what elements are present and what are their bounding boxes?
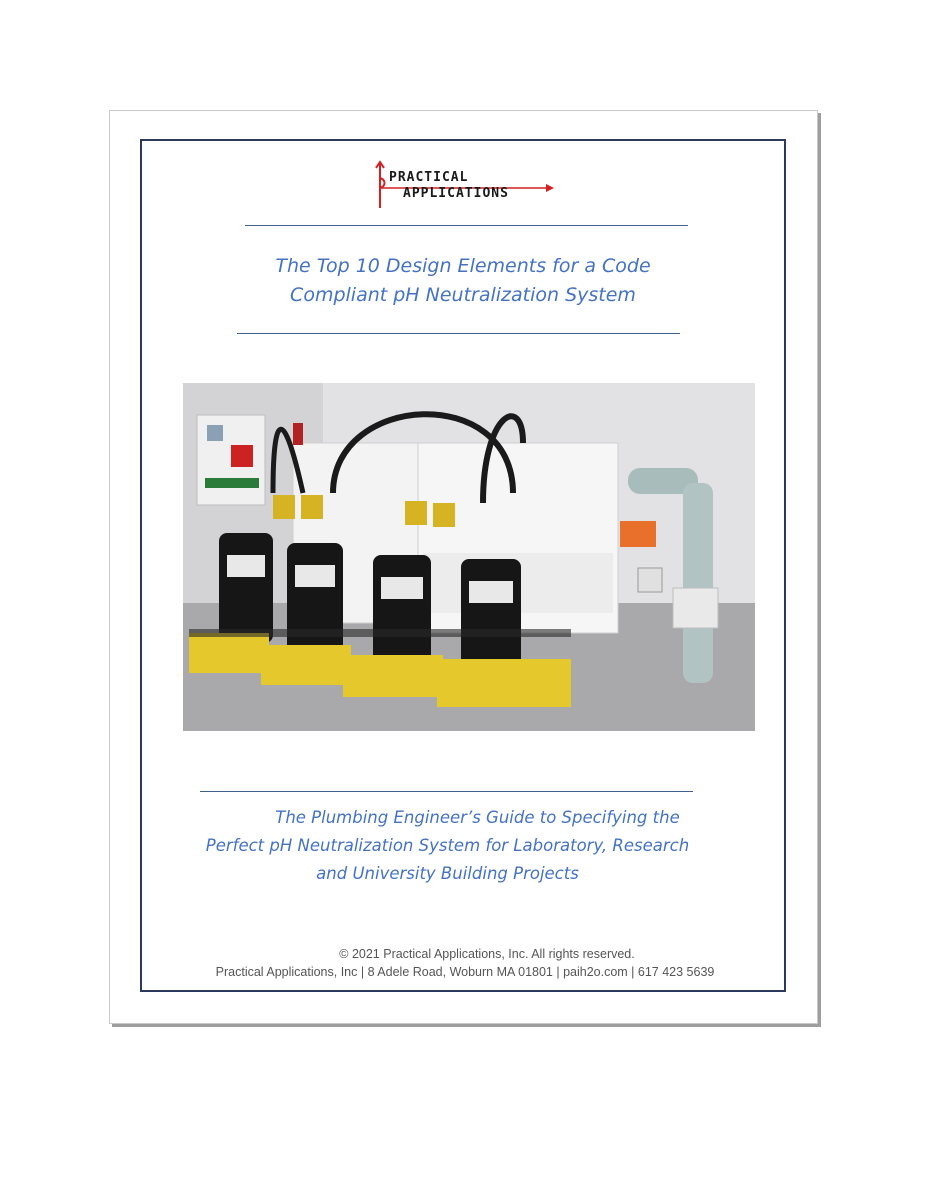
subtitle-line-2: Perfect pH Neutralization System for Laboratory, Research [205,836,690,855]
logo-wordmark-line2: APPLICATIONS [403,186,509,201]
page-title [230,252,696,310]
title-line-2: Compliant pH Neutralization System [290,284,636,306]
divider-top [245,225,688,226]
copyright-notice: © 2021 Practical Applications, Inc. All rights reserved. [339,947,635,961]
system-photo [183,383,755,731]
page-subtitle [190,804,705,888]
contact-info: Practical Applications, Inc | 8 Adele Road, Woburn MA 01801 | paih2o.com | 617 423 5639 [215,965,715,979]
subtitle-line-1: The Plumbing Engineer’s Guide to Specifying the [275,808,680,827]
logo-wordmark-line1: PRACTICAL [389,170,469,185]
title-line-1: The Top 10 Design Elements for a Code [275,255,651,277]
divider-under-title [237,333,680,334]
subtitle-line-3: and University Building Projects [316,864,579,883]
divider-above-subtitle [200,791,693,792]
